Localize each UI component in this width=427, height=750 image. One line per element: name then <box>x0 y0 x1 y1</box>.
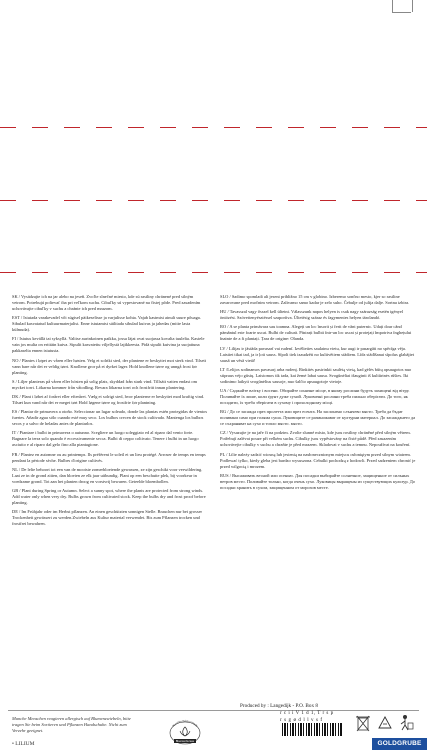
instructions-right-column <box>220 294 416 494</box>
trash-bin-icon <box>356 716 370 731</box>
instruction-hu: HU / Tavasszal vagy ősszel kell ültetni. Válasszunk napos helyen is csak nagy szárazság esetén igényel öntözést. Szövettenyésztéssel szaporítva. Ültetésig száraz és fagymentes helyen tárolandó. <box>220 309 404 321</box>
instruction-pl: PL / Lilie należy sadzić wiosną lub jesienią na nasłonecznionym miejscu osłoniętym przed silnym wiatrem. Podlewać tylko, kiedy gleba jest bardzo wysuszona. Cebulki pochodzą z hodowli. Przed sadzeniem chronić je przed wilgocią i mrozem. <box>220 451 416 469</box>
instruction-bg: BG / До се засажда през пролетта или през есента. На заслонено слънчево място. Треба да бъдат поливани само при голяма суша. Луковиците се размножават от културни материал. До засаждането да се съхраняват на сухо и топло място. място. <box>220 409 416 427</box>
instruction-lt: LT /Lelijos sodinamos pavasarį arba rudenį. Rinkitės pasirinkti saulėtą vietą, kad gėlės būtų apsaugotos nuo stipraus vėjo gūsių. Laistomos tik tada, kai žemė labai sausa. Svogūnėliai išauginti iš kultūrinės rūšies. Iki sodinimo laikyti svogūnėlius sausoje, nuo šalčio apsaugotoje vietoje. <box>220 366 412 384</box>
person-disposal-icon <box>401 715 413 730</box>
instruction-de: DE / Im Frühjahr oder im Herbst pflanzen. An einen geschützten sonnigen Stelle. Brauchen nur bei grosser Trockenheit gewässert zu werden.Zwiebeln aus Kultur material verwendet. Bis zum Pflanzen trocken und frostfrei bewahren. <box>12 509 203 527</box>
instruction-ua: UA / Саджайте влітку і восени. Обирайте сонячне місце, в якому рослини будуть захищені від вітру. Поливайте їх лише, коли ґрунт дуже сухий. Луковичні рослини треба пильно оберігати. До того, як посадити, їх треба зберігати в сухому і прохолодному місці. <box>220 387 410 405</box>
perforation-line <box>0 127 427 128</box>
perforation-line <box>0 272 427 273</box>
instruction-slo: SLO / Sadimo spomladi ali jeseni približno 15 cm v globino. Izberemo sončno mesto, kjer so rastline zavarovane pred močnim vetrom. Zalivamo samo kadar je zelo suho. Čebulje od julija dalje. Sortna izbira. <box>220 294 410 305</box>
barcode <box>282 723 342 736</box>
instruction-s: S / Liljer planteras på våren eller hösten på solig plats, skyddad från stark vind. Tillsätt vatten endast om mycket torrt. Lökarna kommer från våtodling. Bevara lökarna torrt och frostfritt innan plantering. <box>12 378 198 390</box>
logo-text: GOLDGRUBE <box>377 740 422 747</box>
instructions-left-column <box>12 294 208 530</box>
goldgrube-logo <box>372 738 427 750</box>
instruction-ro: RO / A se planta primăvara sau toamna. Alegeți un loc însorit și ferit de vânt puternic. Udați doar când pământul este foarte uscat. Bulbi de cultură. Păstrați bulbii într-un loc uscat și protejați împotriva înghețului înainte de a fi plantați. Țara de origine: Olanda. <box>220 324 412 342</box>
svg-text:Kwaliteitskeurmerk <box>172 719 199 728</box>
seal-arc-text: Kwaliteitskeurmerk <box>171 718 199 728</box>
bulb-quality-seal-icon <box>166 718 204 746</box>
instruction-gb: GB / Plant during Spring or Autumn. Select a sunny spot, where the plants are protected from strong winds. Add water only when very dry. Bulbs grown from cultivated stock. Keep the bulbs dry and frost proof before planting. <box>12 487 206 505</box>
brand-line: • LILIUM <box>12 741 35 747</box>
perforation-line <box>0 200 427 201</box>
allergy-warning: Manche Menschen reagieren allergisch auf Blumenzwiebeln, bitte tragen Sie beim Sortieren und Pflanzen Handschuhe. Nicht zum Verzehr geeignet. <box>12 716 131 733</box>
instruction-fr: FR / Plantez en automne ou au printemps. Ils préfèrent le soleil et un lieu protégé. Arroser de temps en temps pendant la période sèche. Bulbes d'origine cultivés. <box>12 451 206 463</box>
instruction-rus: RUS / Высаживать весной или осенью. Для посадки выбирайте солнечное, защищенное от сильных ветров место. Поливайте только, когда очень сухо. Луковицы выращены из существующих культур. До посадки хранить в сухом, защищенном от морозов месте. <box>220 472 416 490</box>
disposal-icons <box>355 712 415 734</box>
fold-mark <box>412 0 423 12</box>
recycle-icon <box>379 717 391 728</box>
instruction-no: NO / Plantes i løpet av våren eller høsten. Velg et solrikt sted, der plantene er beskyttet mot sterk vind. Tilsett vann bare når det er veldig tørrt. Knollene gror på et dyrket lager. Hold knollene tørre og unngå frost før planting. <box>12 357 207 375</box>
instruction-lv: LV / Lilijas ir jāstāda pavasarī vai rudenī. Izvēlieties saulainu vietu, kur augi ir pasargāti no spēcīga vēja. Laistiet tikai tad, ja ir ļoti sauss. Sīpoli tiek izaudzēti no kultivētiem stādiem. Līdz stādīšanai sīpolus glabājiet sausā un vēsā vietā! <box>220 345 415 363</box>
instruction-es: ES / Plantar de primavera a otoño. Seleccionar un lugar soleado, donde las plantas estén protegidas de vientos fuertes. Añadir agua sólo cuando esté muy seco. Los bulbos crecen de stock cultivado. Mantenga los bulbos secos y a salvo de heladas antes de plantarlos. <box>12 409 208 427</box>
instruction-fi: FI / Istutus kevällä tai syksyllä. Valitse aurinkoinen paikka, jossa läjat ovat suojassa kovalta tuulelta. Kastele vain jos multa on erittäin kuiva. Sipulit kasvatettu viljellystä lajikkeesta. Pidä sipulit kuivina ja suojattuna pakkaselta ennen istutusta. <box>12 336 205 354</box>
producer-line: Produced by : Langedijk - P.O. Box 8 <box>240 703 318 709</box>
producer-address-line: r c i ì V 1 d 1, T r s p <box>280 711 334 716</box>
seal-bottom-text: Bloemenbureau <box>175 740 195 744</box>
instruction-nl: NL / De lelie behoort tot een van de mooiste zomerbloeiende gewassen, ze zijn geschikt voor verwildering. Laat ze in de grond zitten, dan bloeien ze elk jaar uitbundig. Plant op een beschutte plek, bij voorkeur in voedzame grond. Tot aan het planten droog en vorstvrij bewaren. Geteelde bloembollen. <box>12 466 203 484</box>
instruction-dk: DK / Plant i løbet af foråret eller efteråret. Vælg et solrigt sted, hvor planterne er beskyttet mod kraftig vind. Tilsæt kun vand når det er meget tørt Hold løgene tørre og frostfrie før plantning. <box>12 393 205 405</box>
instruction-cz: CZ / Vysazujte je na jaře či na podzim. Zvolte slunné místo, kde jsou rostliny chráněné před silným větrem. Potřebují zalévat pouze při velkém suchu. Cibulky jsou vypěstovány na čisté půdě. Před zasazením uchovávejte cibulky v suchu a chraňte je před mrazem. Skladovat v suchu a temnu. Nepoužívat na kouření. <box>220 430 411 448</box>
fold-mark <box>392 0 411 13</box>
instruction-est: EST / Istutada varakevadel või sügisel päikeselisse ja varjulisse kohta. Vajab kastmist ainult suure põuaga. Sibulad kasvatatud kultuurmaterjalist. Enne istutamist säilitada sibulad kuivas ja jahedas (mitte lasta külmuda). <box>12 315 201 333</box>
producer-address-line: r s g ø d l l v s f <box>280 718 323 723</box>
instruction-it: IT / Piantare i bulbi in primavera o autunno. Scegliere un luogo soleggiato ed al riparo dal vento forte. Bagnare la terra solo quando è eccessivamente secca. Bulbi di ceppo coltivato. Tenere i bulbi in un luogo asciutto e al riparo dal gelo fino alla piantagione. <box>12 430 199 448</box>
instruction-sk: SK / Vysádzajte ich na jar alebo na jeseň. Zvoľte slnečné miesto, kde sú rastliny chránené pred silným vetrom. Potrebujú polievať iba pri veľkom suchu. Cibuľky sú vypestované na čistej pôde. Pred zasadením uchovávajte cibuľky v suchu a chránte ich pred mrazom. <box>12 294 201 311</box>
